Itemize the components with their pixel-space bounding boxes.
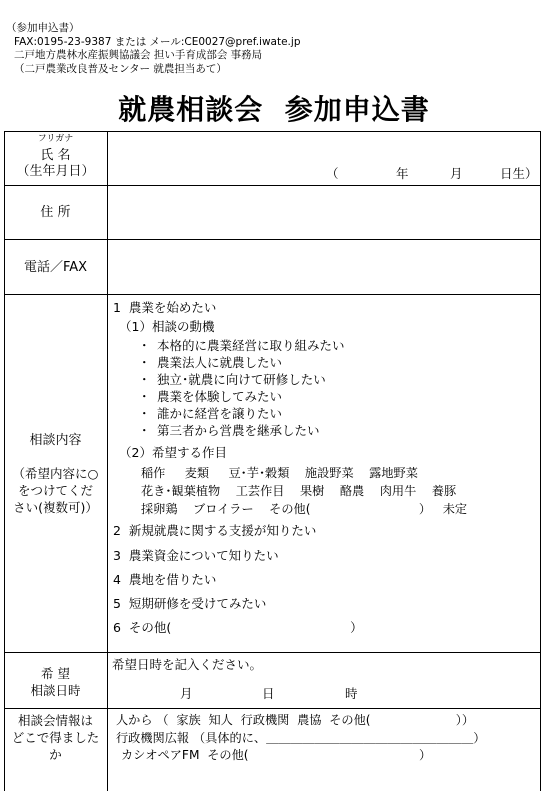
consult-note-line-1: （希望内容に○	[12, 466, 99, 481]
motive-option[interactable]: 独立･就農に向けて研修したい	[157, 372, 326, 387]
bullet-icon: ・	[138, 423, 151, 438]
motive-option[interactable]: 本格的に農業経営に取り組みたい	[157, 338, 345, 353]
header-addressee: （二戸農業改良普及センター 就農担当あて）	[14, 62, 227, 75]
furigana-label: フリガナ	[37, 134, 74, 144]
info-source-label-1: 相談会情報は	[17, 713, 93, 728]
row-divider	[4, 708, 541, 709]
schedule-month-unit: 月	[180, 686, 193, 701]
crop-options-line-2[interactable]: 花き･観葉植物 工芸作目 果樹 酪農 肉用牛 養豚	[141, 484, 457, 498]
phone-fax-input-area[interactable]	[109, 241, 539, 293]
info-source-label-3: か	[49, 747, 62, 762]
row-divider	[4, 294, 541, 295]
option-support-info[interactable]: 2 新規就農に関する支援が知りたい	[113, 523, 317, 538]
option-other[interactable]: 6 その他( ）	[113, 620, 363, 635]
motive-heading: （1）相談の動機	[119, 319, 215, 334]
birthdate-label: （生年月日）	[16, 164, 95, 179]
bullet-icon: ・	[138, 389, 151, 404]
phone-fax-label: 電話／FAX	[23, 260, 88, 275]
birthdate-day-unit: 日生）	[500, 166, 538, 181]
info-source-gov-pr[interactable]: 行政機関広報 （具体的に、＿＿＿＿＿＿＿＿＿＿＿＿＿＿＿＿＿）	[116, 731, 486, 745]
birthdate-open-paren: （	[326, 166, 339, 181]
name-input-area[interactable]	[109, 133, 539, 184]
info-source-people[interactable]: 人から （ 家族 知人 行政機関 農協 その他( ））	[116, 713, 475, 727]
schedule-label-2: 相談日時	[30, 683, 81, 698]
info-source-radio-other[interactable]: カシオペアFM その他( ）	[121, 748, 432, 762]
submission-header	[6, 22, 300, 76]
bullet-icon: ・	[138, 406, 151, 421]
consult-note-line-3: さい(複数可)）	[13, 500, 98, 515]
birthdate-month-unit: 月	[450, 166, 463, 181]
motive-option[interactable]: 農業法人に就農したい	[157, 355, 283, 370]
motive-option[interactable]: 農業を体験してみたい	[157, 389, 283, 404]
bullet-icon: ・	[138, 355, 151, 370]
schedule-day-unit: 日	[262, 686, 275, 701]
row-divider	[4, 652, 541, 653]
motive-option[interactable]: 第三者から営農を継承したい	[157, 423, 320, 438]
crop-heading: （2）希望する作目	[119, 445, 227, 460]
header-fax-email: FAX:0195-23-9387 または メール:CE0027@pref.iwate.jp	[14, 35, 301, 48]
schedule-prompt: 希望日時を記入ください。	[112, 657, 263, 672]
header-form-name: （参加申込書）	[6, 22, 80, 34]
schedule-label-1: 希 望	[41, 666, 70, 681]
consult-content-label: 相談内容	[29, 433, 82, 448]
option-farm-funding[interactable]: 3 農業資金について知りたい	[113, 548, 279, 563]
info-source-label-2: どこで得ました	[11, 730, 100, 745]
option-rent-farmland[interactable]: 4 農地を借りたい	[113, 572, 217, 587]
address-label: 住 所	[40, 205, 71, 220]
crop-options-line-3[interactable]: 採卵鶏 ブロイラー その他( ） 未定	[141, 502, 468, 516]
schedule-input-area[interactable]	[109, 674, 539, 707]
header-office: 二戸地方農林水産振興協議会 担い手育成部会 事務局	[14, 49, 263, 62]
crop-options-line-1[interactable]: 稲作 麦類 豆･芋･穀類 施設野菜 露地野菜	[141, 466, 418, 480]
consult-note-line-2: をつけてくだ	[17, 483, 93, 498]
name-label: 氏 名	[40, 148, 71, 163]
bullet-icon: ・	[138, 372, 151, 387]
motive-option[interactable]: 誰かに経営を譲りたい	[157, 406, 283, 421]
birthdate-year-unit: 年	[396, 166, 409, 181]
schedule-hour-unit: 時	[345, 686, 358, 701]
bullet-icon: ・	[138, 338, 151, 353]
option-short-training[interactable]: 5 短期研修を受けてみたい	[113, 596, 267, 611]
page-title: 就農相談会 参加申込書	[118, 93, 430, 126]
address-input-area[interactable]	[109, 187, 539, 238]
option-start-farming[interactable]: 1 農業を始めたい	[113, 300, 217, 315]
